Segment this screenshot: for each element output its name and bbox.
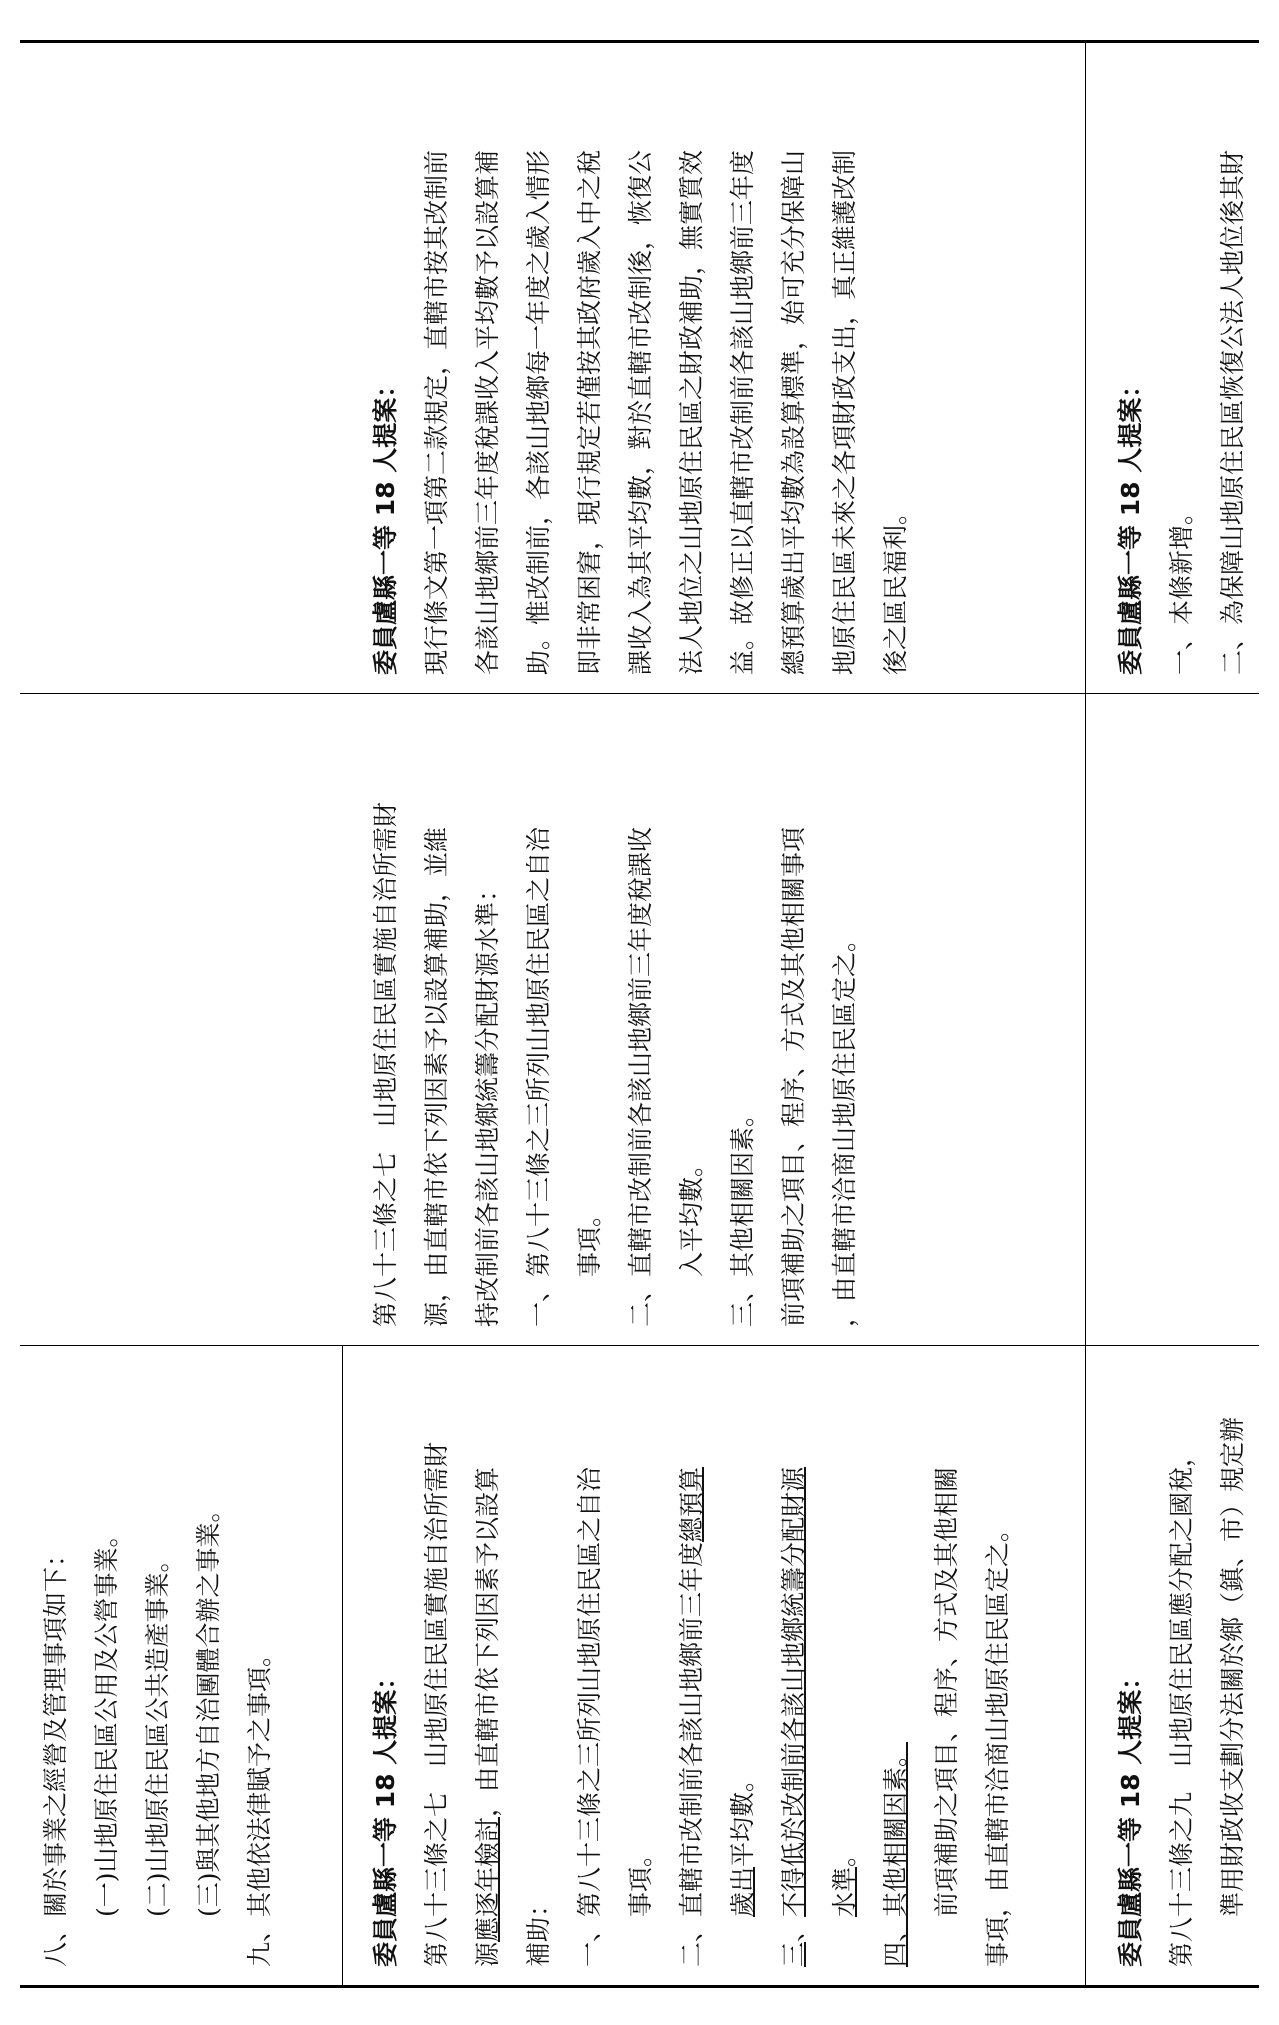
- text-line: 一、本條新增。: [1167, 499, 1196, 675]
- amended-text: 不得低於改制前各該山地鄉統籌分配財源: [779, 1466, 808, 1917]
- text-line: (三)與其他地方自治團體合辦之事業。: [194, 1497, 223, 1917]
- text-line: 源，由直轄市依下列因素予以設算補助，並維: [422, 826, 451, 1327]
- text-line: 即非常困窘，現行規定若僅按其政府歲入中之稅: [575, 149, 604, 675]
- text-segment: ，由直轄市依下列因素予以設算: [473, 1466, 502, 1817]
- text-line: 補助：: [524, 1891, 553, 1967]
- cell-proposal-83-9: [1085, 1345, 1259, 1985]
- text-segment: 平均數。: [728, 1766, 757, 1867]
- text-line: 入平均數。: [677, 1151, 706, 1277]
- text-line: [870, 1363, 921, 1967]
- text-segment: 、: [779, 1916, 808, 1942]
- text-line: 三、其他相關因素。: [728, 1101, 757, 1327]
- text-line: 二、為保障山地原住民區恢復公法人地位後其財: [1218, 149, 1247, 675]
- text-segment: 源: [473, 1941, 502, 1967]
- text-line: 二、直轄市改制前各該山地鄉前三年度稅課收: [626, 826, 655, 1327]
- text-line: 第八十三條之九 山地原住民區應分配之國稅，: [1167, 1441, 1196, 1967]
- text-line: 地原住民區未來之各項財政支出，真正維護改制: [830, 149, 859, 675]
- cell-explanation-83-7: [342, 40, 1085, 693]
- text-segment: 第八十三條之七 山地原住民區實施自治所需財: [422, 1441, 451, 1967]
- amended-text: 應逐年檢討: [473, 1816, 502, 1942]
- text-line: 事項。: [575, 1201, 604, 1277]
- text-line: [819, 1363, 870, 1967]
- amended-text: 四: [881, 1941, 910, 1967]
- text-line: [768, 1363, 819, 1967]
- text-line: 益。故修正以直轄市改制前各該山地鄉前三年度: [728, 149, 757, 675]
- cell-executive-83-7: [342, 693, 1085, 1345]
- text-line: 課收入為其平均數，對於直轄市改制後，恢復公: [626, 149, 655, 675]
- cell-current-law-items: [20, 1345, 342, 1985]
- text-line: 事項。: [626, 1841, 655, 1917]
- text-line: 總預算歲出平均數為設算標準，始可充分保障山: [779, 149, 808, 675]
- text-line: 八、關於事業之經營及管理事項如下：: [41, 1541, 70, 1967]
- amended-text: 歲出: [728, 1866, 757, 1917]
- text-line: 後之區民福利。: [881, 499, 910, 675]
- text-segment: 。: [830, 1841, 859, 1867]
- text-line: (一)山地原住民區公用及公營事業。: [92, 1522, 121, 1917]
- text-line: 九、其他依法律賦予之事項。: [245, 1641, 274, 1967]
- text-line: 前項補助之項目、程序、方式及其他相關事項: [779, 826, 808, 1327]
- text-line: 助。惟改制前，各該山地鄉每一年度之歲入情形: [524, 149, 553, 675]
- amended-text: 三: [779, 1941, 808, 1967]
- amended-text: 總預算: [677, 1466, 706, 1542]
- text-line: 法人地位之山地原住民區之財政補助，無實質效: [677, 149, 706, 675]
- amended-text: 、其他相關因素。: [881, 1741, 910, 1942]
- cell-proposal-83-7: [342, 1345, 1085, 1985]
- proposal-header: 委員盧縣一等 18 人提案：: [1116, 1664, 1145, 1967]
- text-line: 一、第八十三條之三所列山地原住民區之自治: [524, 826, 553, 1327]
- cell-explanation-83-9: [1085, 40, 1259, 693]
- text-line: [411, 1363, 462, 1967]
- proposal-header: 委員盧縣一等 18 人提案：: [1116, 372, 1145, 675]
- proposal-header: 委員盧縣一等 18 人提案：: [371, 372, 400, 675]
- text-line: 現行條文第一項第二款規定，直轄市按其改制前: [422, 149, 451, 675]
- text-line: 前項補助之項目、程序、方式及其他相關: [932, 1466, 961, 1917]
- text-line: [717, 1363, 768, 1967]
- text-line: 各該山地鄉前三年度稅課收入平均數予以設算補: [473, 149, 502, 675]
- text-line: (二)山地原住民區公共造產事業。: [143, 1547, 172, 1917]
- amended-text: 水準: [830, 1866, 859, 1917]
- text-line: 第八十三條之七 山地原住民區實施自治所需財: [371, 801, 400, 1327]
- proposal-header: 委員盧縣一等 18 人提案：: [371, 1664, 400, 1967]
- text-line: 一、第八十三條之三所列山地原住民區之自治: [575, 1466, 604, 1967]
- text-line: ，由直轄市洽商山地原住民區定之。: [830, 926, 859, 1327]
- text-line: 持改制前各該山地鄉統籌分配財源水準：: [473, 876, 502, 1327]
- text-segment: 二、直轄市改制前各該山地鄉前三年度: [677, 1541, 706, 1967]
- text-line: [666, 1363, 717, 1967]
- text-line: [462, 1363, 513, 1967]
- text-line: 準用財政收支劃分法關於鄉（鎮、市）規定辦: [1218, 1416, 1247, 1917]
- text-line: 事項，由直轄市洽商山地原住民區定之。: [983, 1516, 1012, 1967]
